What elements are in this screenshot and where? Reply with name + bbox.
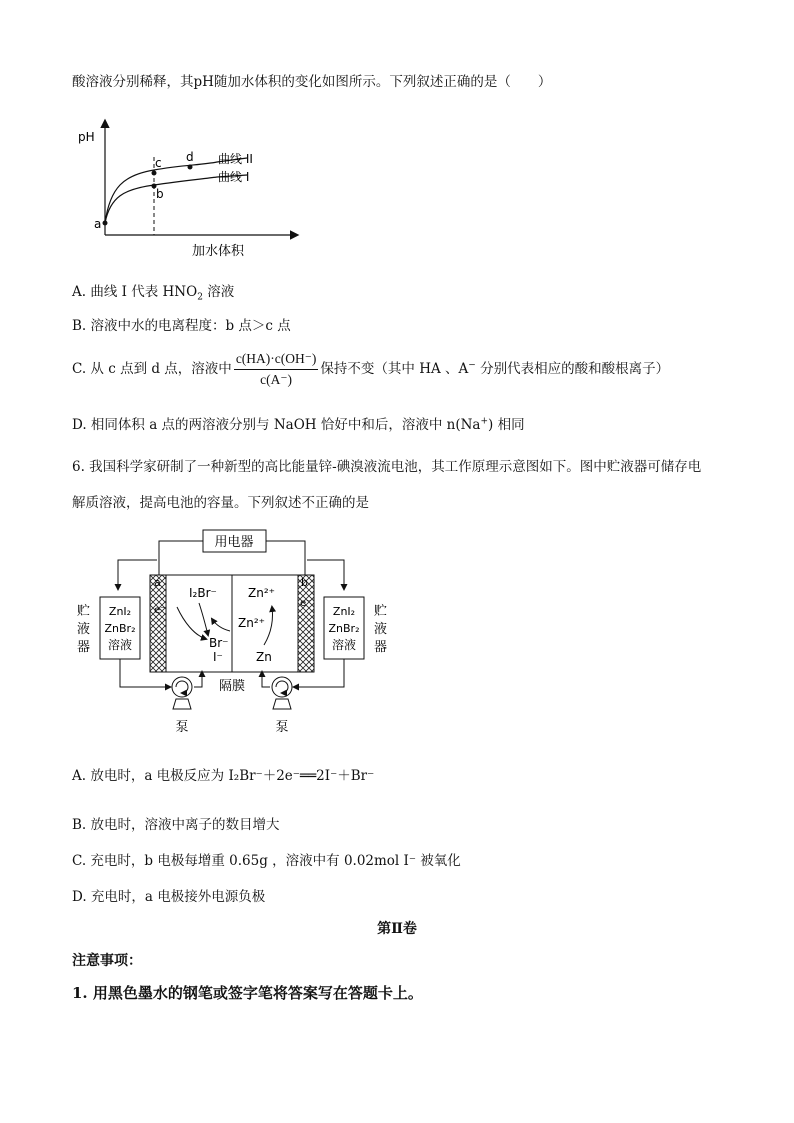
q5-option-d: D. 相同体积 a 点的两溶液分别与 NaOH 恰好中和后，溶液中 n(Na+) 相同 [72, 416, 525, 433]
section-title: 第Ⅱ卷 [377, 921, 417, 937]
electrode-b [298, 575, 314, 672]
pump-left-icon [172, 677, 192, 697]
q6-stem-line-2: 解质溶液，提高电池的容量。下列叙述不正确的是 [72, 495, 369, 511]
reservoir-left-content-3: 溶液 [107, 638, 133, 652]
x-axis-label: 加水体积 [192, 244, 245, 259]
species-i: I⁻ [213, 650, 223, 664]
y-axis-label: pH [78, 130, 95, 144]
appliance-label: 用电器 [214, 535, 254, 550]
curve-1-label: 曲线 I [218, 170, 250, 184]
species-i2br: I₂Br⁻ [189, 586, 217, 600]
species-zn2-mid: Zn²⁺ [238, 616, 265, 630]
reservoir-right-label-2: 液 [374, 622, 388, 637]
species-zn2-top: Zn²⁺ [248, 586, 275, 600]
reservoir-right-label-1: 贮 [374, 604, 388, 619]
reservoir-right-content-2: ZnBr₂ [328, 622, 360, 635]
q5-option-a: A. 曲线 I 代表 $HNO_2$ 溶液 [72, 284, 235, 303]
electron-left: e⁻ [154, 605, 166, 616]
reservoir-left-label-2: 液 [77, 622, 91, 637]
q5-option-c: C. 从 c 点到 d 点，溶液中 $\frac{c(HA)\cdot c(OH^-)}{c(A^-)}$ 保持不变（其中 HA 、A− 分别代表相应的酸和酸根离子） [72, 351, 670, 387]
label-c: c [155, 156, 162, 170]
notice-heading: 注意事项： [72, 953, 142, 969]
pump-left-label: 泵 [175, 720, 189, 735]
species-br: Br⁻ [209, 636, 229, 650]
label-d: d [186, 150, 194, 164]
reservoir-left-content-1: ZnI₂ [108, 605, 132, 618]
reservoir-left-label-1: 贮 [77, 604, 91, 619]
q6-stem-line-1: 6. 我国科学家研制了一种新型的高比能量锌-碘溴液流电池，其工作原理示意图如下。图中贮液器可储存电 [72, 459, 702, 475]
reservoir-left-content-2: ZnBr₂ [104, 622, 136, 635]
reservoir-right-label-3: 器 [374, 640, 388, 655]
flow-battery-diagram [72, 527, 392, 742]
electrode-a-label: a [154, 576, 161, 589]
q6-option-d: D. 充电时，a 电极接外电源负极 [72, 889, 266, 905]
ph-dilution-graph [72, 115, 302, 265]
membrane-label: 隔膜 [218, 679, 246, 694]
pump-right-icon [272, 677, 292, 697]
notice-item-1: 1. 用黑色墨水的钢笔或签字笔将答案写在答题卡上。 [72, 984, 423, 1002]
point-d [188, 165, 193, 170]
q6-option-c: C. 充电时，b 电极每增重 0.65g ，溶液中有 0.02mol I⁻ 被氧化 [72, 853, 461, 869]
species-zn: Zn [256, 650, 272, 664]
electrode-a [150, 575, 166, 672]
q6-option-a: A. 放电时，a 电极反应为 I₂Br⁻＋2e⁻══2I⁻＋Br⁻ [72, 768, 375, 784]
reservoir-right-content-1: ZnI₂ [332, 605, 356, 618]
q5-stem: 酸溶液分别稀释，其pH随加水体积的变化如图所示。下列叙述正确的是（ ） [72, 74, 552, 90]
label-b: b [156, 187, 164, 201]
point-a [103, 221, 108, 226]
label-a: a [94, 217, 102, 231]
reservoir-right-content-3: 溶液 [331, 638, 357, 652]
electron-right: e⁻ [300, 598, 312, 609]
q6-option-b: B. 放电时，溶液中离子的数目增大 [72, 817, 280, 833]
pump-right-label: 泵 [275, 720, 289, 735]
curve-2-label: 曲线 II [218, 152, 253, 166]
q5-option-b: B. 溶液中水的电离程度：b 点＞c 点 [72, 318, 291, 334]
electrode-b-label: b [301, 576, 308, 589]
point-c [152, 171, 157, 176]
reservoir-left-label-3: 器 [77, 640, 91, 655]
